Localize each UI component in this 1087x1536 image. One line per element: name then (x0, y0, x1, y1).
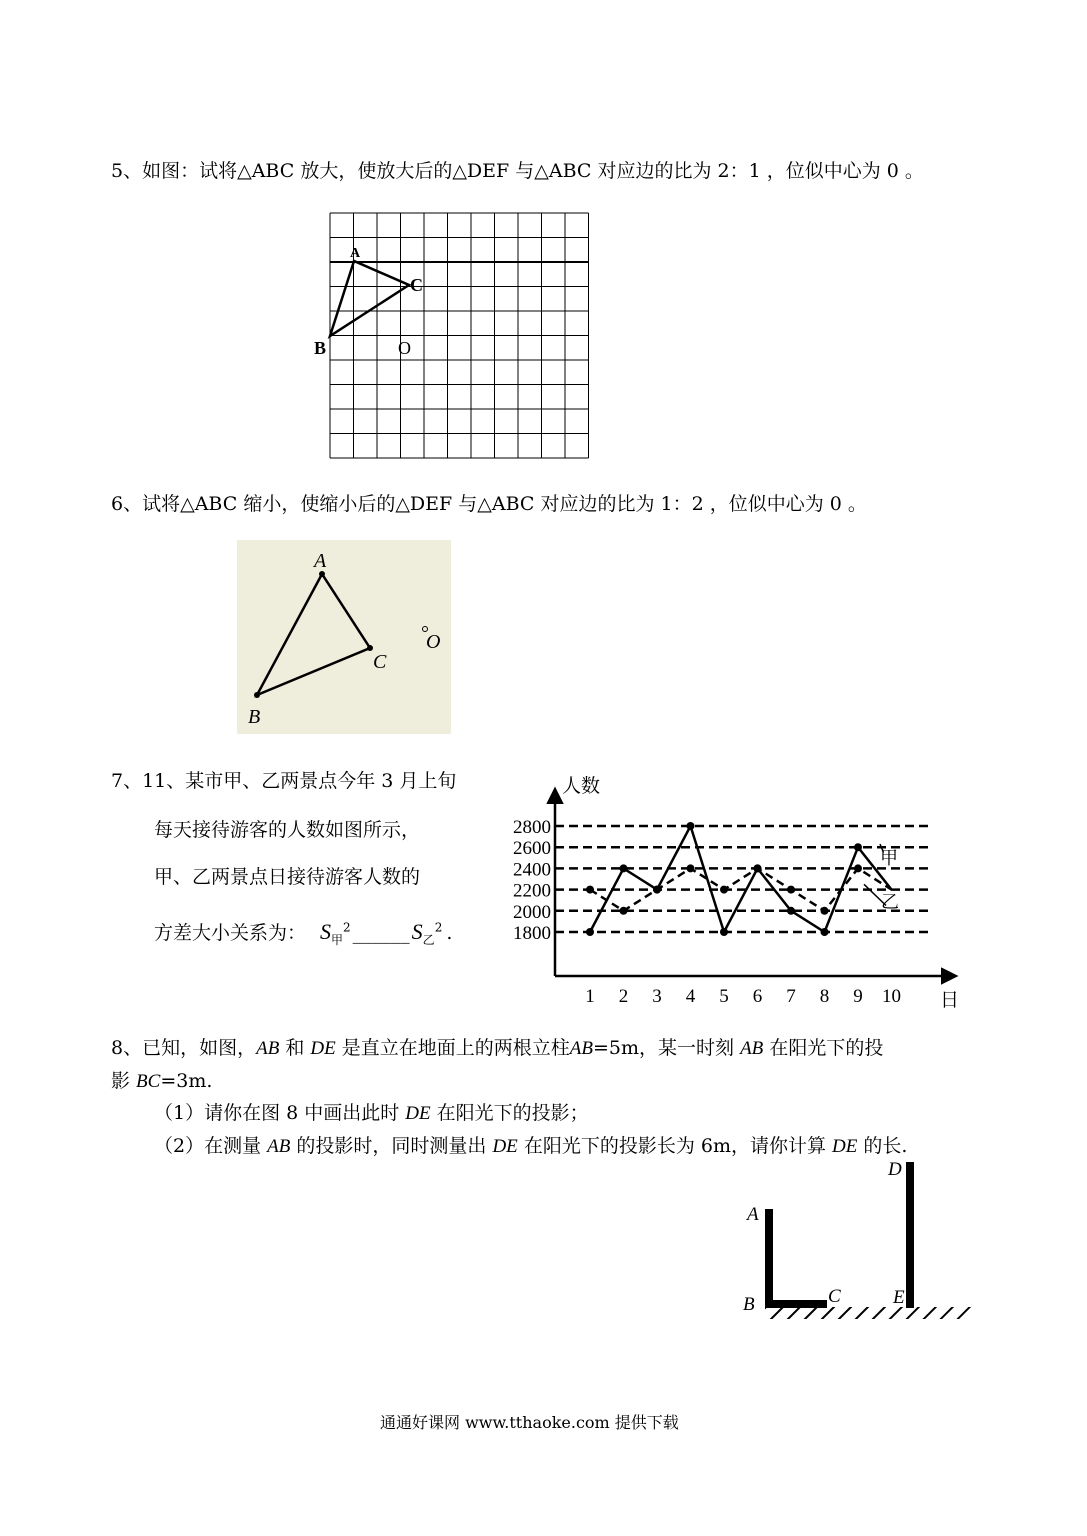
y-tick-1800: 1800 (513, 923, 551, 944)
point-jia-1 (586, 928, 594, 936)
post-de (906, 1162, 914, 1308)
y-axis-label: 人数 (562, 776, 601, 797)
y-tick-labels (513, 817, 551, 944)
point-jia-9 (854, 843, 862, 851)
x-tick-5: 5 (719, 986, 729, 1007)
text-segment: 和 (279, 1037, 311, 1059)
q6-figure (237, 540, 451, 734)
question-7-tail: . (446, 922, 453, 944)
point-yi-7 (787, 886, 795, 894)
point-jia-7 (787, 907, 795, 915)
shadow-bc (765, 1300, 827, 1308)
sup-yi: 2 (434, 920, 443, 935)
text-segment: 的投影时，同时测量出 (290, 1135, 493, 1157)
text-segment: =3m. (160, 1070, 213, 1092)
text-segment: （2）在测量 (154, 1135, 268, 1157)
q6-label-c: C (373, 651, 387, 673)
variance-jia (320, 919, 351, 947)
text-segment: 在阳光下的投影； (430, 1102, 589, 1124)
q8-label-c: C (828, 1286, 841, 1307)
legend-yi: 乙 (881, 892, 899, 912)
q6-label-a: A (314, 550, 327, 572)
page-footer: 通通好课网 www.tthaoke.com 提供下载 (380, 1413, 679, 1432)
y-tick-2600: 2600 (513, 838, 551, 860)
sub-yi: 乙 (422, 932, 435, 947)
x-tick-7: 7 (786, 986, 796, 1007)
variance-yi (411, 919, 443, 947)
q5-label-o: O (398, 338, 411, 358)
q5-label-c: C (410, 275, 423, 295)
x-axis-label: 日 (940, 990, 960, 1011)
question-8-line1 (111, 1033, 883, 1060)
math-segment: AB (740, 1038, 764, 1059)
s-symbol-yi: S (411, 919, 423, 944)
math-segment: AB (256, 1038, 280, 1059)
x-tick-2: 2 (618, 986, 629, 1007)
y-tick-2200: 2200 (513, 880, 551, 902)
text-segment: 在阳光下的投影长为 6m，请你计算 (517, 1135, 833, 1157)
point-yi-4 (687, 864, 695, 872)
x-tick-9: 9 (853, 986, 863, 1007)
sub-jia: 甲 (331, 932, 344, 947)
text-segment: 影 (111, 1070, 137, 1092)
q5-triangle-abc (330, 261, 409, 336)
q8-label-a: A (747, 1204, 759, 1225)
question-7-line2: 每天接待游客的人数如图所示， (154, 819, 421, 841)
x-tick-3: 3 (652, 986, 662, 1007)
legend-jia: 甲 (880, 848, 898, 868)
post-ab (765, 1209, 773, 1307)
point-yi-9 (854, 864, 862, 872)
math-segment: DE (492, 1136, 518, 1157)
q6-label-b: B (248, 706, 261, 728)
q6-point-b (254, 692, 260, 698)
point-jia-2 (620, 864, 628, 872)
s-symbol-jia: S (320, 919, 332, 944)
math-segment: DE (310, 1038, 336, 1059)
text-segment: 是直立在地面上的两根立柱 (335, 1037, 570, 1059)
q7-line-chart (500, 768, 970, 1013)
point-jia-4 (687, 822, 695, 830)
point-yi-1 (586, 886, 594, 894)
series-line-jia (590, 826, 892, 932)
point-yi-2 (620, 907, 628, 915)
point-yi-3 (653, 886, 661, 894)
text-segment: =5m，某一时刻 (593, 1037, 741, 1059)
x-tick-1: 1 (585, 986, 595, 1007)
q6-label-o: O (426, 631, 441, 653)
point-yi-6 (754, 864, 762, 872)
question-7-prefix: 方差大小关系为： (154, 922, 307, 944)
text-segment: 8、已知，如图， (111, 1037, 257, 1059)
q5-grid (330, 213, 589, 458)
math-segment: DE (405, 1103, 431, 1124)
question-6-text: 6、试将△ABC 缩小，使缩小后的△DEF 与△ABC 对应边的比为 1：2 ，位似中心为 0 。 (111, 493, 867, 515)
math-segment: AB (267, 1136, 291, 1157)
point-jia-8 (821, 928, 829, 936)
q5-label-b: B (314, 338, 327, 358)
x-tick-8: 8 (819, 986, 830, 1007)
q8-label-e: E (893, 1287, 905, 1308)
question-7-line4 (154, 918, 452, 948)
y-tick-2800: 2800 (513, 817, 551, 838)
y-tick-2000: 2000 (513, 901, 551, 923)
question-5-text: 5、如图：试将△ABC 放大，使放大后的△DEF 与△ABC 对应边的比为 2：1 ，位似中心为 0 。 (111, 160, 924, 182)
chart-series (586, 822, 892, 936)
q5-label-a: A (350, 246, 361, 261)
q8-label-b: B (743, 1294, 755, 1315)
question-8-line2 (111, 1066, 212, 1093)
point-yi-8 (821, 907, 829, 915)
question-7-line3: 甲、乙两景点日接待游客人数的 (154, 866, 421, 888)
sup-jia: 2 (343, 920, 351, 935)
x-tick-labels (585, 986, 901, 1007)
answer-blank[interactable]: ______ (352, 922, 410, 944)
math-segment: AB (569, 1038, 593, 1059)
text-segment: 的长. (857, 1135, 908, 1157)
q8-label-d: D (888, 1159, 902, 1180)
q6-background (237, 540, 451, 734)
math-segment: DE (832, 1136, 858, 1157)
x-tick-4: 4 (685, 986, 696, 1007)
x-tick-6: 6 (752, 986, 763, 1007)
point-jia-5 (720, 928, 728, 936)
text-segment: 在阳光下的投 (763, 1037, 884, 1059)
point-yi-5 (720, 886, 728, 894)
question-8-sub1 (154, 1098, 589, 1125)
math-segment: BC (136, 1071, 161, 1092)
ground-hatch (765, 1307, 972, 1319)
question-7-line1: 7、11、某市甲、乙两景点今年 3 月上旬 (111, 770, 457, 792)
y-tick-2400: 2400 (513, 859, 551, 881)
text-segment: （1）请你在图 8 中画出此时 (154, 1102, 406, 1124)
x-tick-10: 10 (882, 986, 901, 1007)
q8-figure (735, 1150, 980, 1330)
q5-grid-figure (300, 205, 600, 465)
